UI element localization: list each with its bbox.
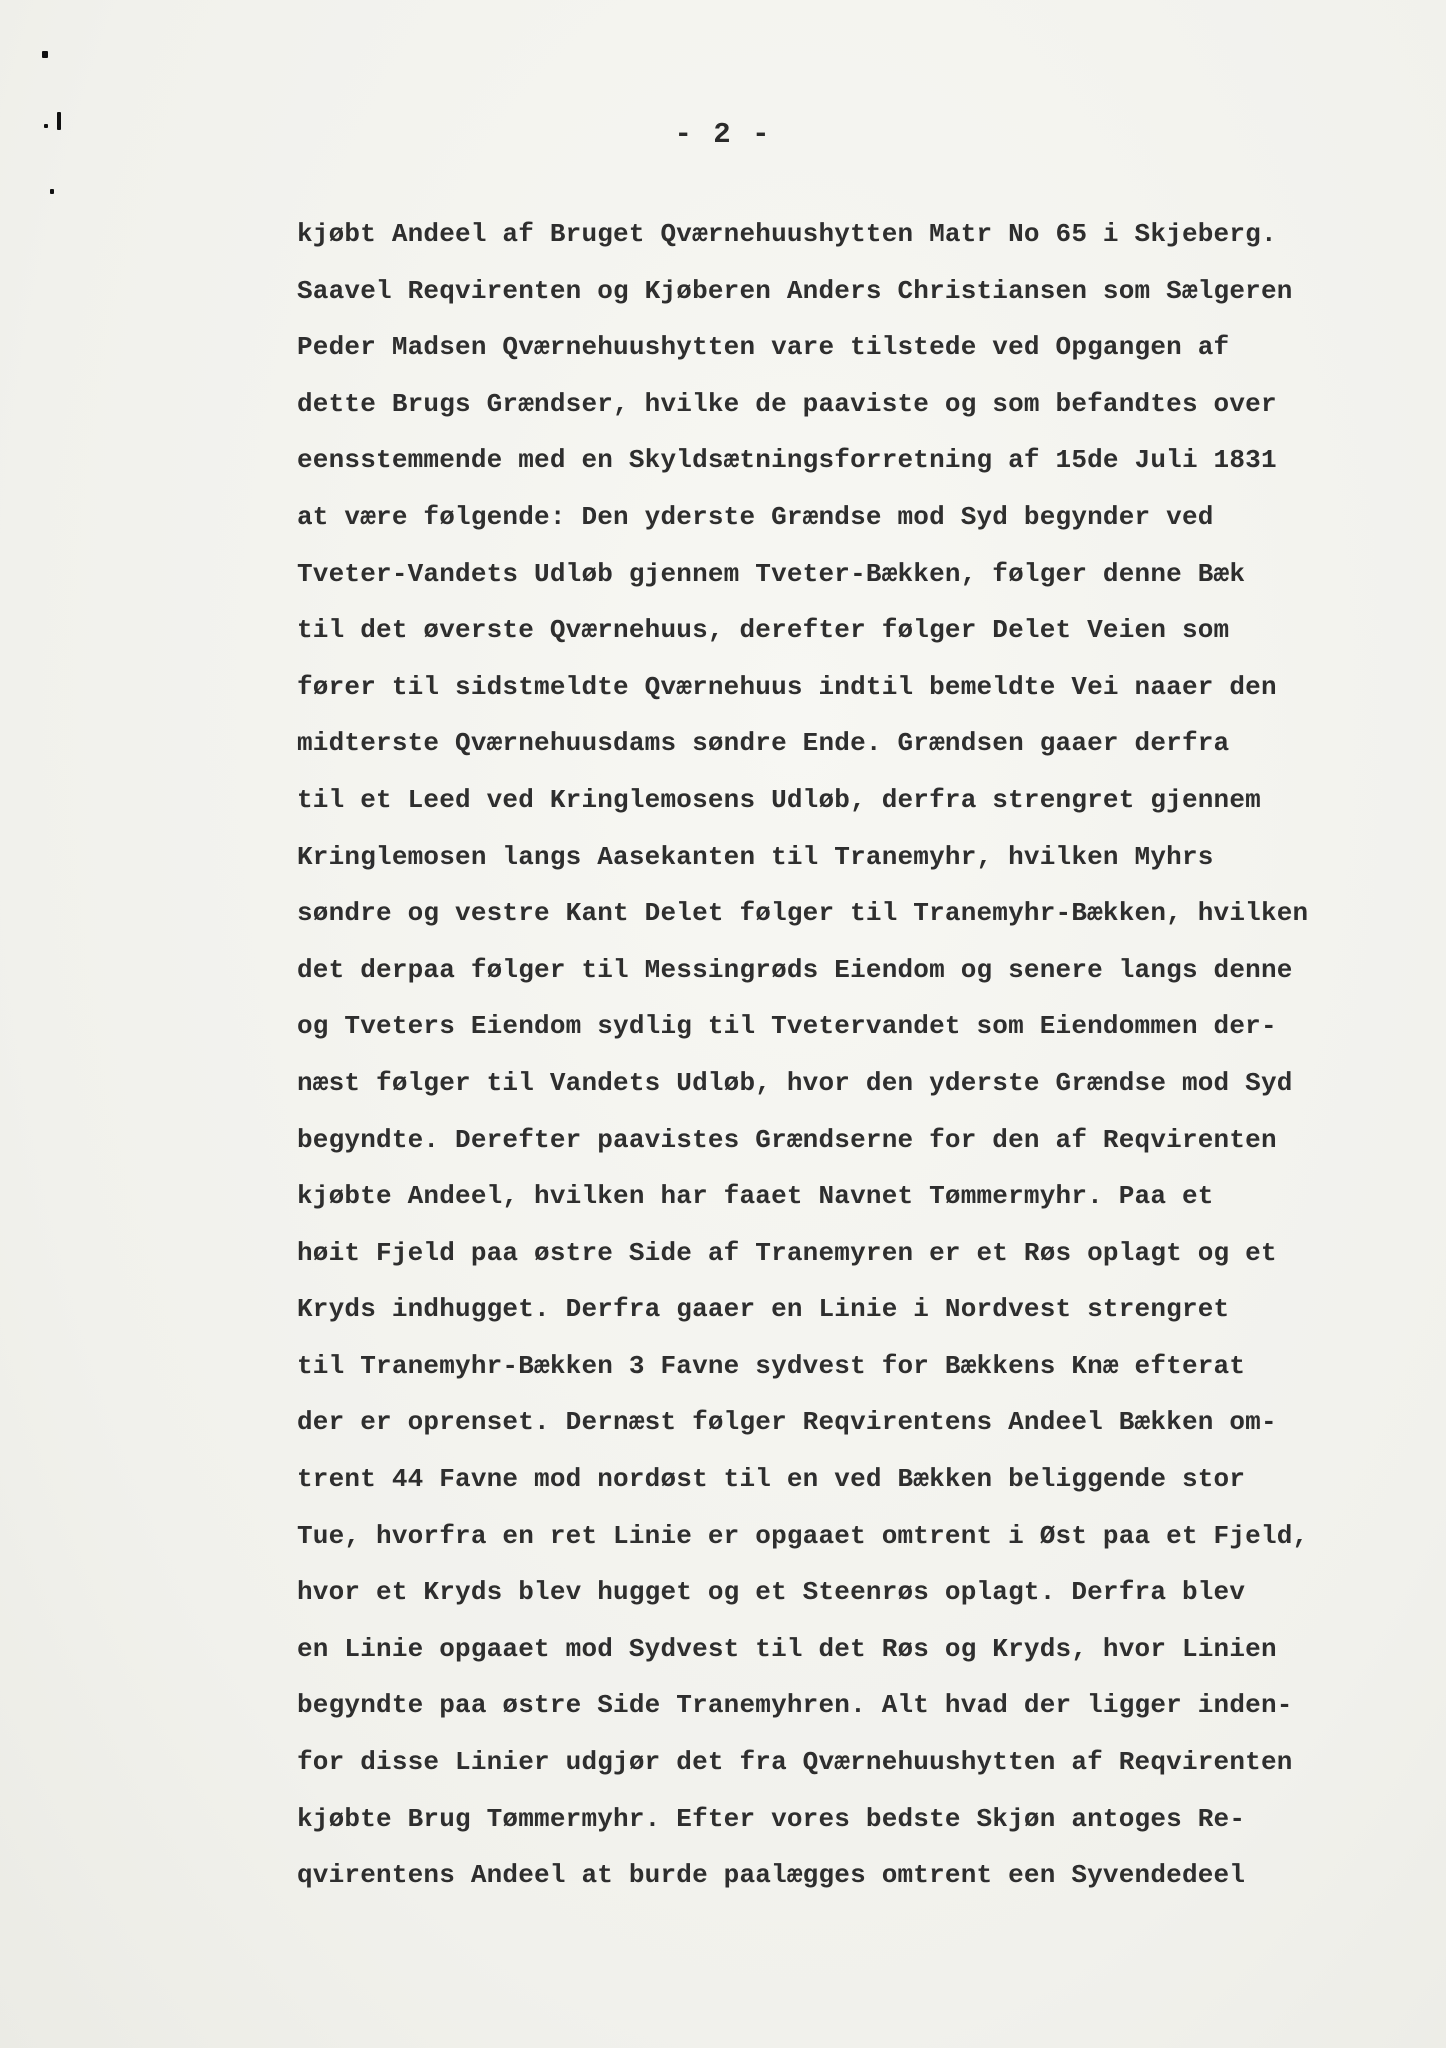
text-line: Tue, hvorfra en ret Linie er opgaaet omtrent i Øst paa et Fjeld,: [297, 1520, 1309, 1551]
page-number: - 2 -: [674, 118, 772, 151]
text-line: begyndte paa østre Side Tranemyhren. Alt hvad der ligger inden-: [297, 1690, 1293, 1721]
text-line: Peder Madsen Qværnehuushytten vare tilstede ved Opgangen af: [297, 332, 1230, 363]
margin-mark-top: [42, 51, 48, 58]
text-line: dette Brugs Grændser, hvilke de paaviste og som befandtes over: [297, 388, 1277, 419]
text-line: det derpaa følger til Messingrøds Eiendom og senere langs denne: [297, 954, 1293, 985]
text-line: Tveter-Vandets Udløb gjennem Tveter-Bækken, følger denne Bæk: [297, 558, 1246, 589]
text-line: til det øverste Qværnehuus, derefter følger Delet Veien som: [297, 615, 1230, 646]
text-line: søndre og vestre Kant Delet følger til Tranemyhr-Bækken, hvilken: [297, 898, 1309, 929]
text-line: hvor et Kryds blev hugget og et Steenrøs oplagt. Derfra blev: [297, 1577, 1246, 1608]
text-line: der er oprenset. Dernæst følger Reqvirentens Andeel Bækken om-: [297, 1407, 1277, 1438]
text-line: Kryds indhugget. Derfra gaaer en Linie i Nordvest strengret: [297, 1294, 1230, 1325]
text-line: næst følger til Vandets Udløb, hvor den yderste Grændse mod Syd: [297, 1067, 1293, 1098]
text-line: midterste Qværnehuusdams søndre Ende. Grændsen gaaer derfra: [297, 728, 1230, 759]
text-line: at være følgende: Den yderste Grændse mod Syd begynder ved: [297, 501, 1214, 532]
text-line: kjøbt Andeel af Bruget Qværnehuushytten Matr No 65 i Skjeberg.: [297, 219, 1277, 249]
text-line: eensstemmende med en Skyldsætningsforretning af 15de Juli 1831: [297, 445, 1277, 476]
text-line: høit Fjeld paa østre Side af Tranemyren er et Røs oplagt og et: [297, 1237, 1277, 1268]
text-line: qvirentens Andeel at burde paalægges omtrent een Syvendedeel: [297, 1860, 1246, 1891]
document-body-text: [297, 211, 1308, 1909]
text-line: til et Leed ved Kringlemosens Udløb, derfra strengret gjennem: [297, 784, 1261, 815]
text-line: og Tveters Eiendom sydlig til Tvetervandet som Eiendommen der-: [297, 1011, 1277, 1042]
margin-mark-bottom: [50, 189, 54, 194]
text-line: kjøbte Andeel, hvilken har faaet Navnet Tømmermyhr. Paa et: [297, 1181, 1214, 1212]
text-line: en Linie opgaaet mod Sydvest til det Røs og Kryds, hvor Linien: [297, 1633, 1277, 1664]
text-line: fører til sidstmeldte Qværnehuus indtil bemeldte Vei naaer den: [297, 671, 1277, 702]
text-line: kjøbte Brug Tømmermyhr. Efter vores bedste Skjøn antoges Re-: [297, 1803, 1246, 1834]
text-line: Kringlemosen langs Aasekanten til Tranemyhr, hvilken Myhrs: [297, 841, 1214, 872]
text-line: trent 44 Favne mod nordøst til en ved Bækken beliggende stor: [297, 1464, 1246, 1495]
text-line: for disse Linier udgjør det fra Qværnehuushytten af Reqvirenten: [297, 1747, 1293, 1778]
text-line: til Tranemyhr-Bækken 3 Favne sydvest for Bækkens Knæ efterat: [297, 1350, 1246, 1381]
text-line: begyndte. Derefter paavistes Grændserne for den af Reqvirenten: [297, 1124, 1277, 1155]
text-line: Saavel Reqvirenten og Kjøberen Anders Christiansen som Sælgeren: [297, 275, 1293, 306]
